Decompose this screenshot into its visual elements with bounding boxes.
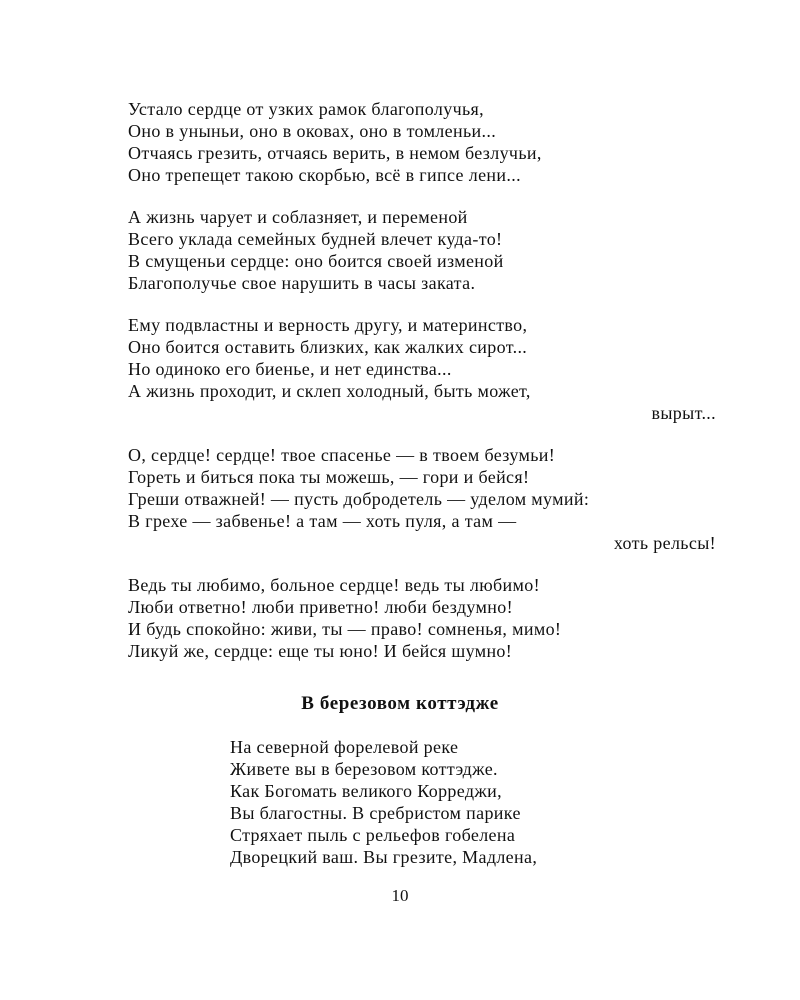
- stanza-2: [128, 206, 716, 294]
- verse-line: Благополучье свое нарушить в часы заката.: [128, 273, 476, 293]
- verse-line: В грехе — забвенье! а там — хоть пуля, а там —: [128, 511, 517, 531]
- verse-line: Живете вы в березовом коттэдже.: [230, 759, 498, 779]
- verse-line: Ликуй же, сердце: еще ты юно! И бейся шумно!: [128, 641, 513, 661]
- stanza-3: [128, 314, 716, 424]
- verse-line: И будь спокойно: живи, ты — право! сомненья, мимо!: [128, 619, 562, 639]
- verse-line: Оно боится оставить близких, как жалких сирот...: [128, 337, 528, 357]
- verse-line: Оно трепещет такою скорбью, всё в гипсе лени...: [128, 165, 521, 185]
- verse-line: Ведь ты любимо, больное сердце! ведь ты любимо!: [128, 575, 540, 595]
- verse-line: О, сердце! сердце! твое спасенье — в твоем безумьи!: [128, 445, 556, 465]
- stanza-4: [128, 444, 716, 554]
- verse-line: Оно в уныньи, оно в оковах, оно в томленьи...: [128, 121, 497, 141]
- verse-line: В смущеньи сердце: оно боится своей изменой: [128, 251, 504, 271]
- poem-heart: [128, 98, 716, 682]
- verse-line: Устало сердце от узких рамок благополучья,: [128, 99, 485, 119]
- verse-line: Люби ответно! люби приветно! люби бездумно!: [128, 597, 513, 617]
- poem-title: В березовом коттэдже: [301, 693, 499, 714]
- verse-line: Греши отважней! — пусть добродетель — уделом мумий:: [128, 489, 590, 509]
- stanza-1: [128, 98, 716, 186]
- stanza-5: [128, 574, 716, 662]
- verse-line: А жизнь проходит, и склеп холодный, быть может,: [128, 381, 531, 401]
- verse-line-continuation: хоть рельсы!: [613, 533, 716, 553]
- verse-line: Вы благостны. В сребристом парике: [230, 803, 521, 823]
- verse-line: Ему подвластны и верность другу, и материнство,: [128, 315, 528, 335]
- verse-line: Гореть и биться пока ты можешь, — гори и бейся!: [128, 467, 530, 487]
- verse-line: Всего уклада семейных будней влечет куда-то!: [128, 229, 503, 249]
- verse-line: Дворецкий ваш. Вы грезите, Мадлена,: [230, 847, 538, 867]
- verse-line: Но одиноко его биенье, и нет единства...: [128, 359, 452, 379]
- verse-line: Как Богомать великого Корреджи,: [230, 781, 502, 801]
- verse-line: На северной форелевой реке: [230, 737, 459, 757]
- verse-line-continuation: вырыт...: [651, 403, 716, 423]
- verse-line: Стряхает пыль с рельефов гобелена: [230, 825, 516, 845]
- poem-birch-cottage: [230, 736, 650, 868]
- verse-line: А жизнь чарует и соблазняет, и переменой: [128, 207, 468, 227]
- verse-line: Отчаясь грезить, отчаясь верить, в немом безлучьи,: [128, 143, 542, 163]
- page-number: 10: [391, 886, 409, 905]
